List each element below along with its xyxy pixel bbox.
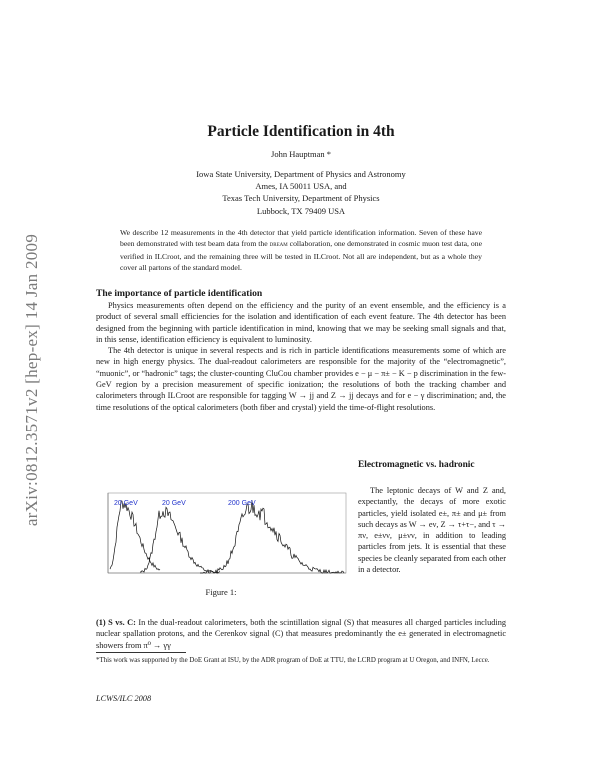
author: John Hauptman * xyxy=(271,149,331,159)
intro-paragraphs xyxy=(96,300,506,413)
panel-label-200gev: 200 GeV xyxy=(228,500,256,507)
item-label: (1) S vs. C: xyxy=(96,618,136,627)
abstract-text: We describe 12 measurements in the 4th detector that yield particle identification information. Seven of these have been demonstrated with test beam data from the xyxy=(120,228,482,249)
panel-label-20gev-b: 20 GeV xyxy=(162,500,186,507)
paragraph-1: Physics measurements often depend on the efficiency and the purity of an event ensemble, and the efficiency is a product of several small efficiencies for the isolation and identification of each event feature. The 4th detector has been designed from the beginning with particle identification in mind, knowing that we may be seeking small signals and that, in this sense, identification efficiency is equivalent to luminosity. xyxy=(96,301,506,344)
affiliation-line: Ames, IA 50011 USA, and xyxy=(255,181,347,192)
figure-plot xyxy=(100,491,350,576)
dream-smallcaps: dream xyxy=(269,240,288,249)
affiliation-line: Texas Tech University, Department of Physics xyxy=(222,193,380,204)
paragraph-3 xyxy=(96,617,506,651)
paper-title: Particle Identification in 4th xyxy=(207,123,395,140)
side-heading: Electromagnetic vs. hadronic xyxy=(358,460,475,470)
panel-label-20gev-a: 20 GeV xyxy=(114,500,138,507)
figure-caption: Figure 1: xyxy=(205,587,237,597)
footnote: *This work was supported by the DoE Grant at ISU, by the ADR program of DoE at TTU, the LCRD program at U Oregon, and INFN, Lecce. xyxy=(96,657,490,664)
arxiv-id: arXiv:0812.3571v2 [hep-ex] 14 Jan 2009 xyxy=(22,233,41,527)
abstract-text-end: collaboration, one demonstrated in cosmic muon test data, one verified in ILCroot, and the remaining three will be tested in ILCroot. Not all are independent, but as a whole they cover all partons of the standard model. xyxy=(120,239,482,273)
side-text xyxy=(358,485,506,575)
paragraph-2: The 4th detector is unique in several respects and is rich in particle identifications measurements some of which are new in high energy physics. The dual-readout calorimeters are responsible for the majority of the “electromagnetic”, “muonic”, or “hadronic” tags; the cluster-counting CluCou chamber provides e − μ − π± − K − p discrimination in the few-GeV region by a precision measurement of specific ionization; the resolutions of both the tracking chamber and calorimeters through ILCroot are responsible for tagging W → jj and Z → jj decays and for e − γ discrimination; and, the time resolutions of the optical calorimeters (both fiber and crystal) yield the time-of-flight resolutions. xyxy=(96,346,506,412)
side-paragraph: The leptonic decays of W and Z and, expectantly, the decays of more exotic particles, yield isolated e±, π± and μ± from such decays as W → eν, Z → τ+τ−, and τ → πν, e±νν, μ±νν, in addition to leading particles from jets. It is essential that these species be cleanly separated from each other in a detector. xyxy=(358,486,506,575)
section-heading: The importance of particle identification xyxy=(96,288,263,299)
footnote-rule xyxy=(96,652,186,653)
affiliation-line: Lubbock, TX 79409 USA xyxy=(256,205,346,216)
abstract xyxy=(120,227,482,274)
item-text: In the dual-readout calorimeters, both the scintillation signal (S) that measures all charged particles including nuclear spallation protons, and the Cerenkov signal (C) that measures predominantly the e± generated in electromagnetic showers from π⁰ → γγ xyxy=(96,618,506,650)
arxiv-stamp xyxy=(14,195,50,565)
affiliation-line: Iowa State University, Department of Physics and Astronomy xyxy=(196,169,406,179)
affiliation-block xyxy=(96,168,506,217)
conference-footer: LCWS/ILC 2008 xyxy=(96,694,152,703)
